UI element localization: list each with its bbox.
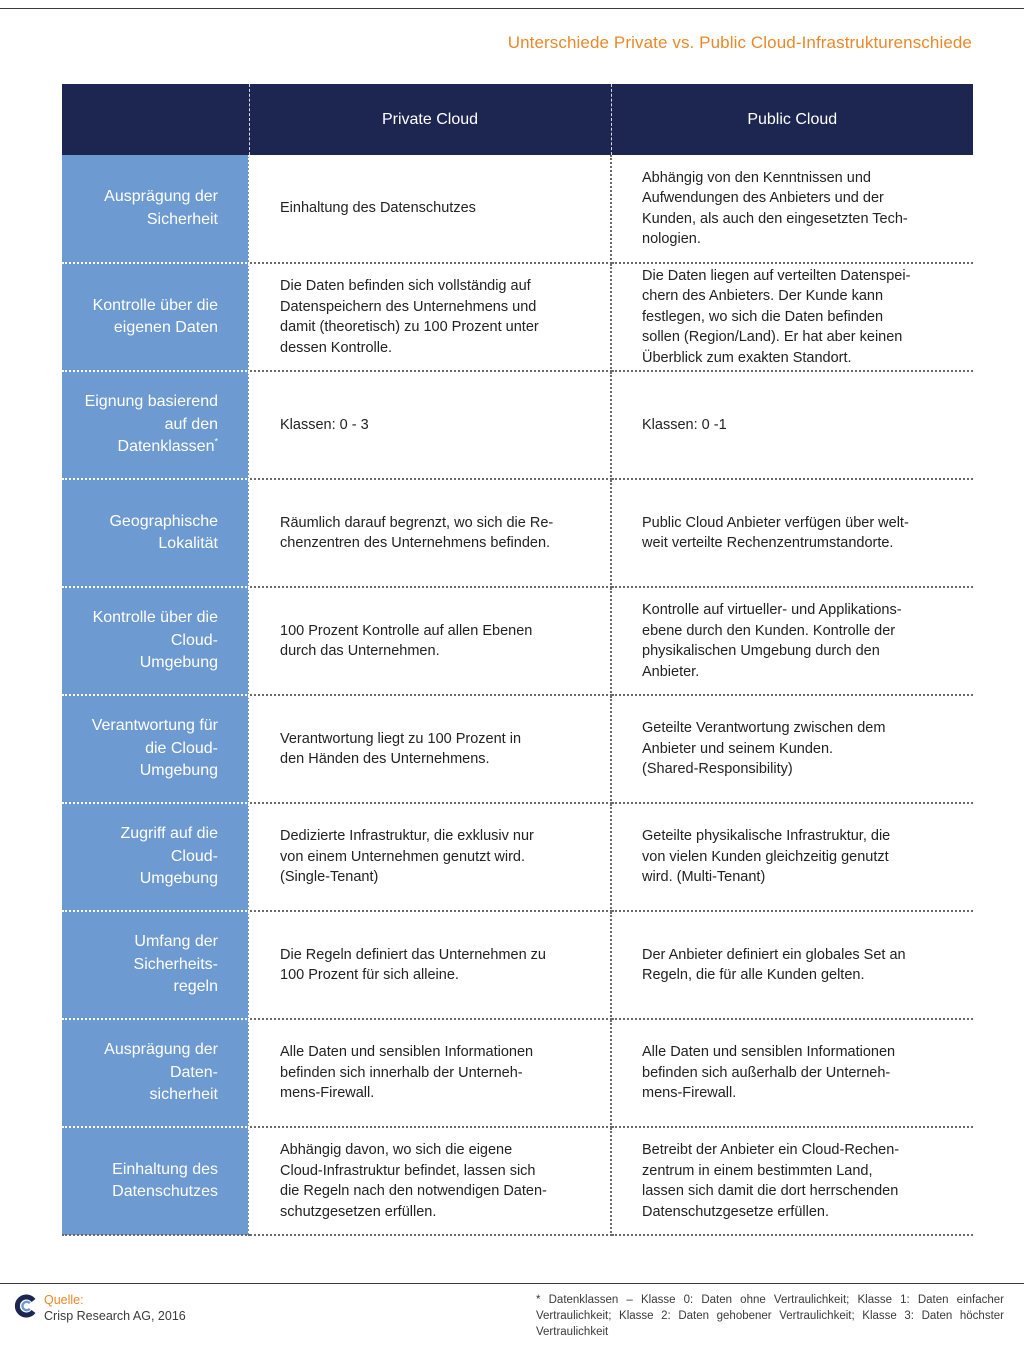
public-cloud-cell: Geteilte physikalische Infrastruktur, die von vielen Kunden gleichzeitig genutzt wird. (Multi-Tenant)	[611, 803, 973, 911]
top-divider	[0, 8, 1024, 9]
source-text: Crisp Research AG, 2016	[44, 1309, 186, 1323]
row-label: Geographische Lokalität	[62, 479, 249, 587]
row-label: Kontrolle über die eigenen Daten	[62, 263, 249, 371]
table-row	[62, 1019, 973, 1127]
row-label: Einhaltung des Datenschutzes	[62, 1127, 249, 1235]
private-cloud-cell: Verantwortung liegt zu 100 Prozent in den Händen des Unternehmens.	[249, 695, 611, 803]
public-cloud-cell: Klassen: 0 -1	[611, 371, 973, 479]
header-empty-cell	[62, 84, 249, 155]
row-label	[62, 371, 249, 479]
private-cloud-cell: Die Daten befinden sich vollständig auf Datenspeichern des Unternehmens und damit (theoretisch) zu 100 Prozent unter dessen Kontrolle.	[249, 263, 611, 371]
table-row	[62, 911, 973, 1019]
row-label: Umfang der Sicherheits- regeln	[62, 911, 249, 1019]
row-label: Ausprägung der Sicherheit	[62, 155, 249, 263]
table-row	[62, 263, 973, 371]
public-cloud-cell: Alle Daten und sensiblen Informationen befinden sich außerhalb der Unterneh- mens-Firewall.	[611, 1019, 973, 1127]
row-label: Verantwortung für die Cloud- Umgebung	[62, 695, 249, 803]
table-row	[62, 479, 973, 587]
page-title: Unterschiede Private vs. Public Cloud-Infrastrukturenschiede	[507, 33, 972, 52]
bottom-divider	[0, 1283, 1024, 1284]
comparison-table	[62, 84, 973, 1236]
table-header-row	[62, 84, 973, 155]
private-cloud-cell: Die Regeln definiert das Unternehmen zu 100 Prozent für sich alleine.	[249, 911, 611, 1019]
table-row	[62, 371, 973, 479]
public-cloud-cell: Geteilte Verantwortung zwischen dem Anbieter und seinem Kunden. (Shared-Responsibility)	[611, 695, 973, 803]
table-row	[62, 803, 973, 911]
table-row	[62, 587, 973, 695]
private-cloud-cell: Alle Daten und sensiblen Informationen befinden sich innerhalb der Unterneh- mens-Firewall.	[249, 1019, 611, 1127]
private-cloud-cell: 100 Prozent Kontrolle auf allen Ebenen durch das Unternehmen.	[249, 587, 611, 695]
footnote-marker: *	[214, 436, 218, 447]
private-cloud-cell: Klassen: 0 - 3	[249, 371, 611, 479]
crisp-research-logo-icon	[14, 1294, 38, 1318]
row-label-text: Eignung basierend auf den Datenklassen	[84, 393, 218, 456]
row-label: Ausprägung der Daten- sicherheit	[62, 1019, 249, 1127]
public-cloud-cell: Abhängig von den Kenntnissen und Aufwendungen des Anbieters und der Kunden, als auch den eingesetzten Tech- nologien.	[611, 155, 973, 263]
row-label: Kontrolle über die Cloud- Umgebung	[62, 587, 249, 695]
header-private-cloud: Private Cloud	[249, 84, 611, 155]
private-cloud-cell: Räumlich darauf begrenzt, wo sich die Re- chenzentren des Unternehmens befinden.	[249, 479, 611, 587]
public-cloud-cell: Kontrolle auf virtueller- und Applikations- ebene durch den Kunden. Kontrolle der physikalischen Umgebung durch den Anbieter.	[611, 587, 973, 695]
public-cloud-cell: Der Anbieter definiert ein globales Set an Regeln, die für alle Kunden gelten.	[611, 911, 973, 1019]
row-label: Zugriff auf die Cloud- Umgebung	[62, 803, 249, 911]
public-cloud-cell: Public Cloud Anbieter verfügen über welt- weit verteilte Rechenzentrumstandorte.	[611, 479, 973, 587]
private-cloud-cell: Dedizierte Infrastruktur, die exklusiv nur von einem Unternehmen genutzt wird. (Single-Tenant)	[249, 803, 611, 911]
table-row	[62, 1127, 973, 1235]
footnote: * Datenklassen – Klasse 0: Daten ohne Vertraulichkeit; Klasse 1: Daten einfacher Vertraulichkeit; Klasse 2: Daten gehobener Vertraulichkeit; Klasse 3: Daten höchster Vertraulichkeit	[536, 1294, 1004, 1338]
table-row	[62, 695, 973, 803]
public-cloud-cell: Die Daten liegen auf verteilten Datenspei- chern des Anbieters. Der Kunde kann festlegen, wo sich die Daten befinden sollen (Region/Land). Er hat aber keinen Überblick zum exakten Standort.	[611, 263, 973, 371]
public-cloud-cell: Betreibt der Anbieter ein Cloud-Rechen- zentrum in einem bestimmten Land, lassen sich damit die dort herrschenden Datenschutzgesetze erfüllen.	[611, 1127, 973, 1235]
private-cloud-cell: Abhängig davon, wo sich die eigene Cloud-Infrastruktur befindet, lassen sich die Regeln nach den notwendigen Daten- schutzgesetzen erfüllen.	[249, 1127, 611, 1235]
source-label: Quelle:	[44, 1293, 84, 1307]
table-row	[62, 155, 973, 263]
private-cloud-cell: Einhaltung des Datenschutzes	[249, 155, 611, 263]
header-public-cloud: Public Cloud	[611, 84, 973, 155]
